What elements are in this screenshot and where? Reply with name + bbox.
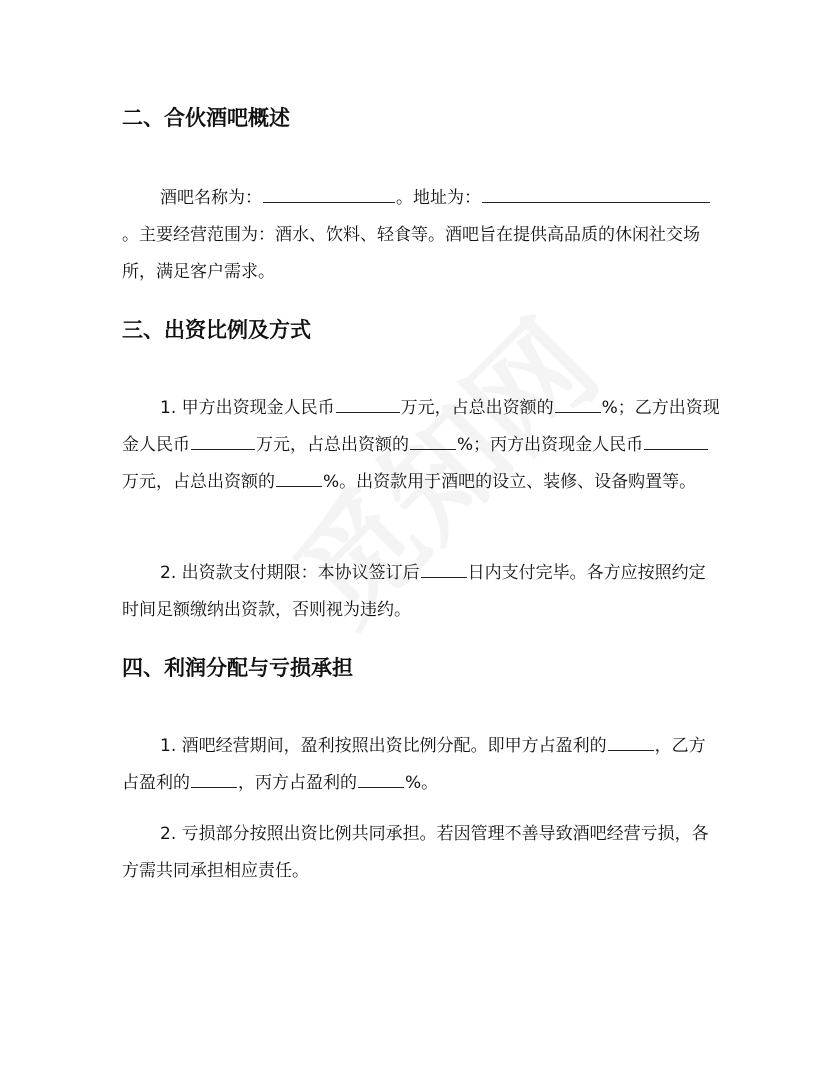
blank-days <box>421 576 467 578</box>
text: 酒吧名称为： <box>160 188 262 208</box>
blank-amount-a <box>336 411 400 413</box>
text: 万元，占总出资额的 <box>122 472 275 492</box>
text: ，乙方占盈利的 <box>122 736 706 793</box>
text: 万元，占总出资额的 <box>256 435 409 455</box>
section-heading-overview: 二、合伙酒吧概述 <box>122 106 290 130</box>
blank-profit-a <box>608 749 654 751</box>
text: %。 <box>405 773 439 793</box>
text: 1. 酒吧经营期间，盈利按照出资比例分配。即甲方占盈利的 <box>160 736 607 756</box>
investment-paragraph-1 <box>122 390 722 501</box>
text: ，丙方占盈利的 <box>238 773 357 793</box>
profit-paragraph-2: 2. 亏损部分按照出资比例共同承担。若因管理不善导致酒吧经营亏损，各方需共同承担相应责任。 <box>122 824 709 881</box>
text: 。主要经营范围为：酒水、饮料、轻食等。酒吧旨在提供高品质的休闲社交场所，满足客户需求。 <box>122 225 700 282</box>
investment-paragraph-2 <box>122 555 722 629</box>
blank-amount-b <box>191 448 255 450</box>
blank-profit-b <box>191 786 237 788</box>
profit-paragraph-1 <box>122 728 722 802</box>
text: 2. 出资款支付期限：本协议签订后 <box>160 563 420 583</box>
text: %；丙方出资现金人民币 <box>457 435 644 455</box>
blank-percent-c <box>276 485 322 487</box>
section-heading-profit: 四、利润分配与亏损承担 <box>122 656 353 680</box>
text: 万元，占总出资额的 <box>400 398 554 418</box>
text: %；乙方出资现金人民币 <box>122 398 720 455</box>
blank-bar-name <box>263 201 395 203</box>
blank-percent-b <box>410 448 456 450</box>
blank-amount-c <box>644 448 708 450</box>
overview-paragraph <box>122 180 722 291</box>
text: 日内支付完毕。各方应按照约定时间足额缴纳出资款，否则视为违约。 <box>122 563 706 620</box>
section-heading-investment: 三、出资比例及方式 <box>122 318 311 342</box>
text: 。地址为： <box>396 188 481 208</box>
blank-address <box>482 201 710 203</box>
text: %。出资款用于酒吧的设立、装修、设备购置等。 <box>323 472 697 492</box>
blank-percent-a <box>555 411 601 413</box>
text: 1. 甲方出资现金人民币 <box>160 398 335 418</box>
blank-profit-c <box>358 786 404 788</box>
